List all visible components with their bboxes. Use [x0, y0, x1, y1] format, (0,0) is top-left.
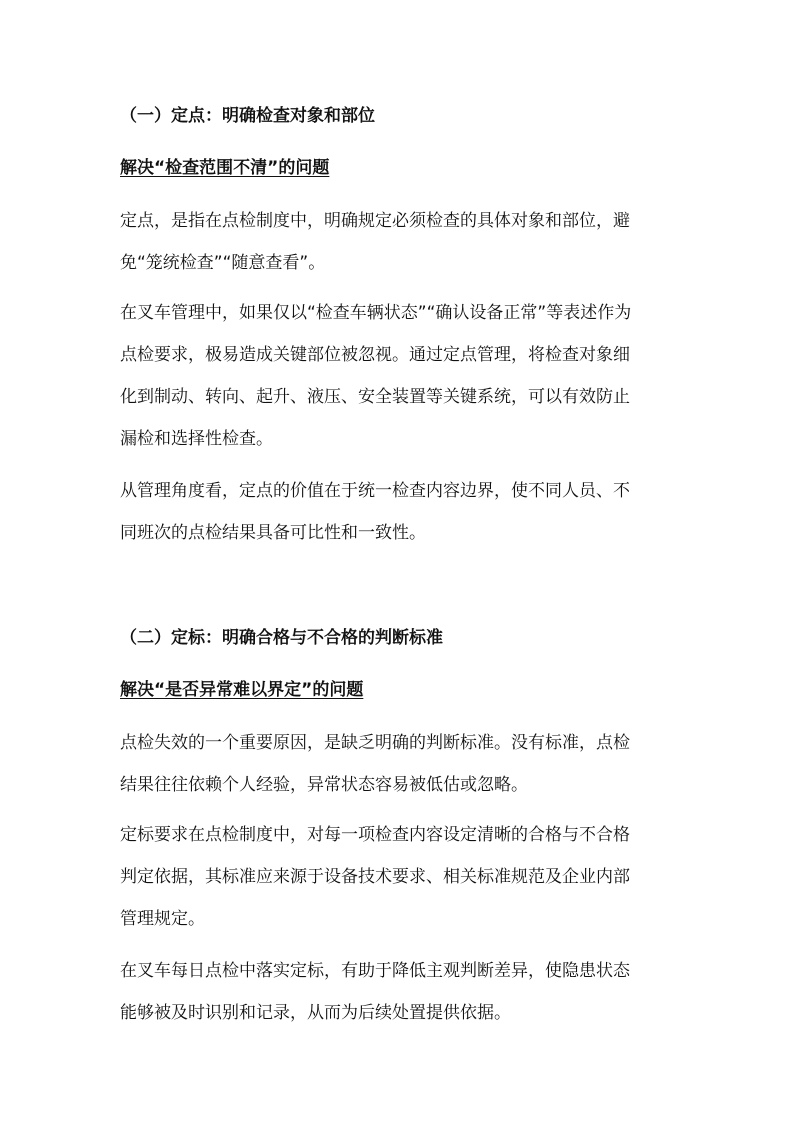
section-2-subheading: 解决“是否异常难以界定”的问题 [120, 680, 364, 700]
section-1-paragraph-2 [120, 292, 676, 460]
section-1-subheading: 解决“检查范围不清”的问题 [120, 158, 330, 178]
paragraph-line: 免“笼统检查”“随意查看”。 [120, 253, 326, 273]
paragraph-line: 从管理角度看，定点的价值在于统一检查内容边界，使不同人员、不 [120, 481, 630, 501]
paragraph-line: 定点，是指在点检制度中，明确规定必须检查的具体对象和部位，避 [120, 211, 630, 231]
section-2-paragraph-1 [120, 722, 676, 806]
paragraph-line: 漏检和选择性检查。 [120, 429, 273, 449]
section-1-paragraph-1 [120, 200, 676, 284]
section-2-paragraph-3 [120, 950, 676, 1034]
paragraph-line: 在叉车每日点检中落实定标，有助于降低主观判断差异，使隐患状态 [120, 961, 630, 981]
section-1-paragraph-3 [120, 470, 676, 554]
paragraph-line: 同班次的点检结果具备可比性和一致性。 [120, 523, 426, 543]
section-1-heading: （一）定点：明确检查对象和部位 [120, 106, 375, 126]
paragraph-line: 在叉车管理中，如果仅以“检查车辆状态”“确认设备正常”等表述作为 [120, 303, 632, 323]
paragraph-line: 点检失效的一个重要原因，是缺乏明确的判断标准。没有标准，点检 [120, 733, 630, 753]
paragraph-line: 化到制动、转向、起升、液压、安全装置等关键系统，可以有效防止 [120, 387, 630, 407]
section-2-heading: （二）定标：明确合格与不合格的判断标准 [120, 628, 443, 648]
paragraph-line: 点检要求，极易造成关键部位被忽视。通过定点管理，将检查对象细 [120, 345, 630, 365]
paragraph-line: 判定依据，其标准应来源于设备技术要求、相关标准规范及企业内部 [120, 867, 630, 887]
paragraph-line: 能够被及时识别和记录，从而为后续处置提供依据。 [120, 1003, 511, 1023]
paragraph-line: 管理规定。 [120, 909, 205, 929]
section-2-paragraph-2 [120, 814, 676, 940]
paragraph-line: 定标要求在点检制度中，对每一项检查内容设定清晰的合格与不合格 [120, 825, 630, 845]
paragraph-line: 结果往往依赖个人经验，异常状态容易被低估或忽略。 [120, 775, 528, 795]
